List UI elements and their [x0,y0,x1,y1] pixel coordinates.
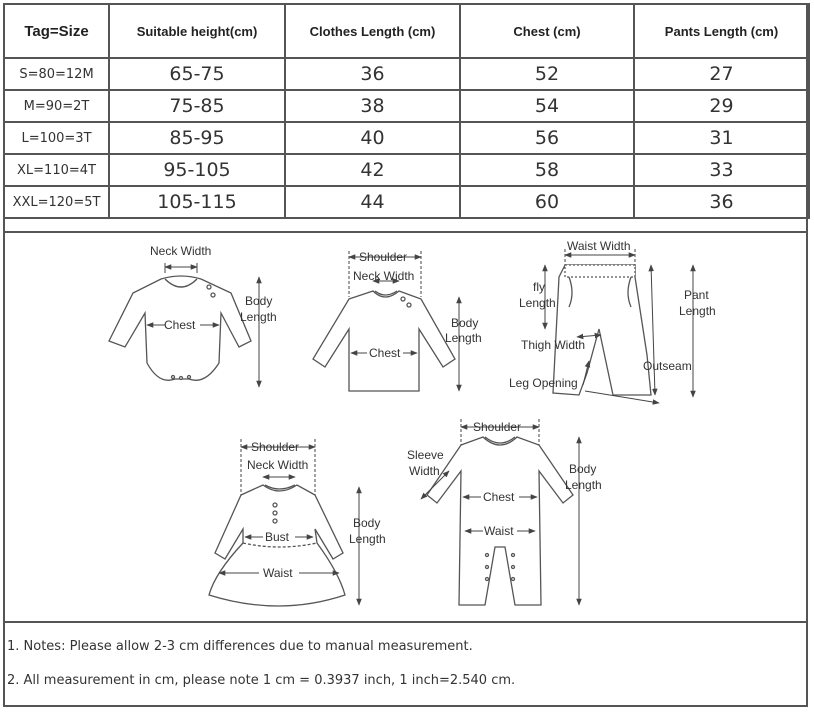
cell-pants-length: 27 [634,58,809,90]
notes-section [3,623,808,707]
dress-diagram [209,485,345,606]
cell-tag-size: XL=110=4T [4,154,109,186]
table-header-row [4,4,809,58]
table-row [4,90,809,122]
label-dress-bust: Bust [265,530,290,544]
label-tshirt-length: Length [445,331,482,345]
table-row [4,58,809,90]
cell-pants-length: 36 [634,186,809,218]
table-row [4,186,809,218]
header-suitable-height: Suitable height(cm) [109,4,285,58]
label-dress-body: Body [353,516,381,530]
cell-tag-size: XXL=120=5T [4,186,109,218]
size-chart-table [3,3,810,219]
cell-pants-length: 29 [634,90,809,122]
tshirt-diagram [313,291,455,391]
label-dress-length: Length [349,532,386,546]
label-romper-shoulder: Shoulder [473,420,522,434]
label-bodysuit-length: Length [240,310,277,324]
label-romper-chest: Chest [483,490,515,504]
label-pants-outseam: Outseam [643,359,692,373]
label-tshirt-body: Body [451,316,479,330]
label-romper-sleeve: Sleeve [407,448,444,462]
label-romper-length: Length [565,478,602,492]
cell-suitable-height: 75-85 [109,90,285,122]
cell-tag-size: L=100=3T [4,122,109,154]
note-unit-conversion: 2. All measurement in cm, please note 1 cm = 0.3937 inch, 1 inch=2.540 cm. [7,673,516,688]
label-tshirt-shoulder: Shoulder [359,250,408,264]
label-dress-shoulder: Shoulder [251,440,300,454]
label-pants-fly: fly [533,280,545,294]
label-pants-leg-opening: Leg Opening [509,376,578,390]
label-pants-waist-width: Waist Width [567,239,631,253]
label-tshirt-neck-width: Neck Width [353,269,415,283]
header-clothes-length: Clothes Length (cm) [285,4,460,58]
label-tshirt-chest: Chest [369,346,401,360]
cell-pants-length: 33 [634,154,809,186]
table-row [4,122,809,154]
cell-clothes-length: 40 [285,122,460,154]
cell-suitable-height: 85-95 [109,122,285,154]
cell-clothes-length: 36 [285,58,460,90]
cell-clothes-length: 38 [285,90,460,122]
cell-pants-length: 31 [634,122,809,154]
table-row [4,154,809,186]
label-bodysuit-chest: Chest [164,318,196,332]
cell-chest: 54 [460,90,634,122]
label-pants-length: Length [679,304,716,318]
cell-clothes-length: 44 [285,186,460,218]
label-romper-width: Width [409,464,440,478]
cell-tag-size: M=90=2T [4,90,109,122]
note-manual-measurement: 1. Notes: Please allow 2-3 cm differences due to manual measurement. [7,639,473,654]
label-pants-thigh-width: Thigh Width [521,338,586,352]
cell-chest: 60 [460,186,634,218]
cell-chest: 52 [460,58,634,90]
label-bodysuit-neck-width: Neck Width [150,244,212,258]
cell-suitable-height: 95-105 [109,154,285,186]
label-dress-neck-width: Neck Width [247,458,309,472]
romper-diagram [427,437,573,605]
header-pants-length: Pants Length (cm) [634,4,809,58]
header-tag-size: Tag=Size [4,4,109,58]
cell-suitable-height: 105-115 [109,186,285,218]
header-chest: Chest (cm) [460,4,634,58]
label-romper-waist: Waist [484,524,514,538]
label-bodysuit-body: Body [245,294,273,308]
label-dress-waist: Waist [263,566,293,580]
cell-tag-size: S=80=12M [4,58,109,90]
label-romper-body: Body [569,462,597,476]
cell-chest: 58 [460,154,634,186]
label-pants-fly-length: Length [519,296,556,310]
cell-clothes-length: 42 [285,154,460,186]
cell-suitable-height: 65-75 [109,58,285,90]
measurement-diagrams [3,231,808,623]
label-pants-pant: Pant [684,288,709,302]
cell-chest: 56 [460,122,634,154]
